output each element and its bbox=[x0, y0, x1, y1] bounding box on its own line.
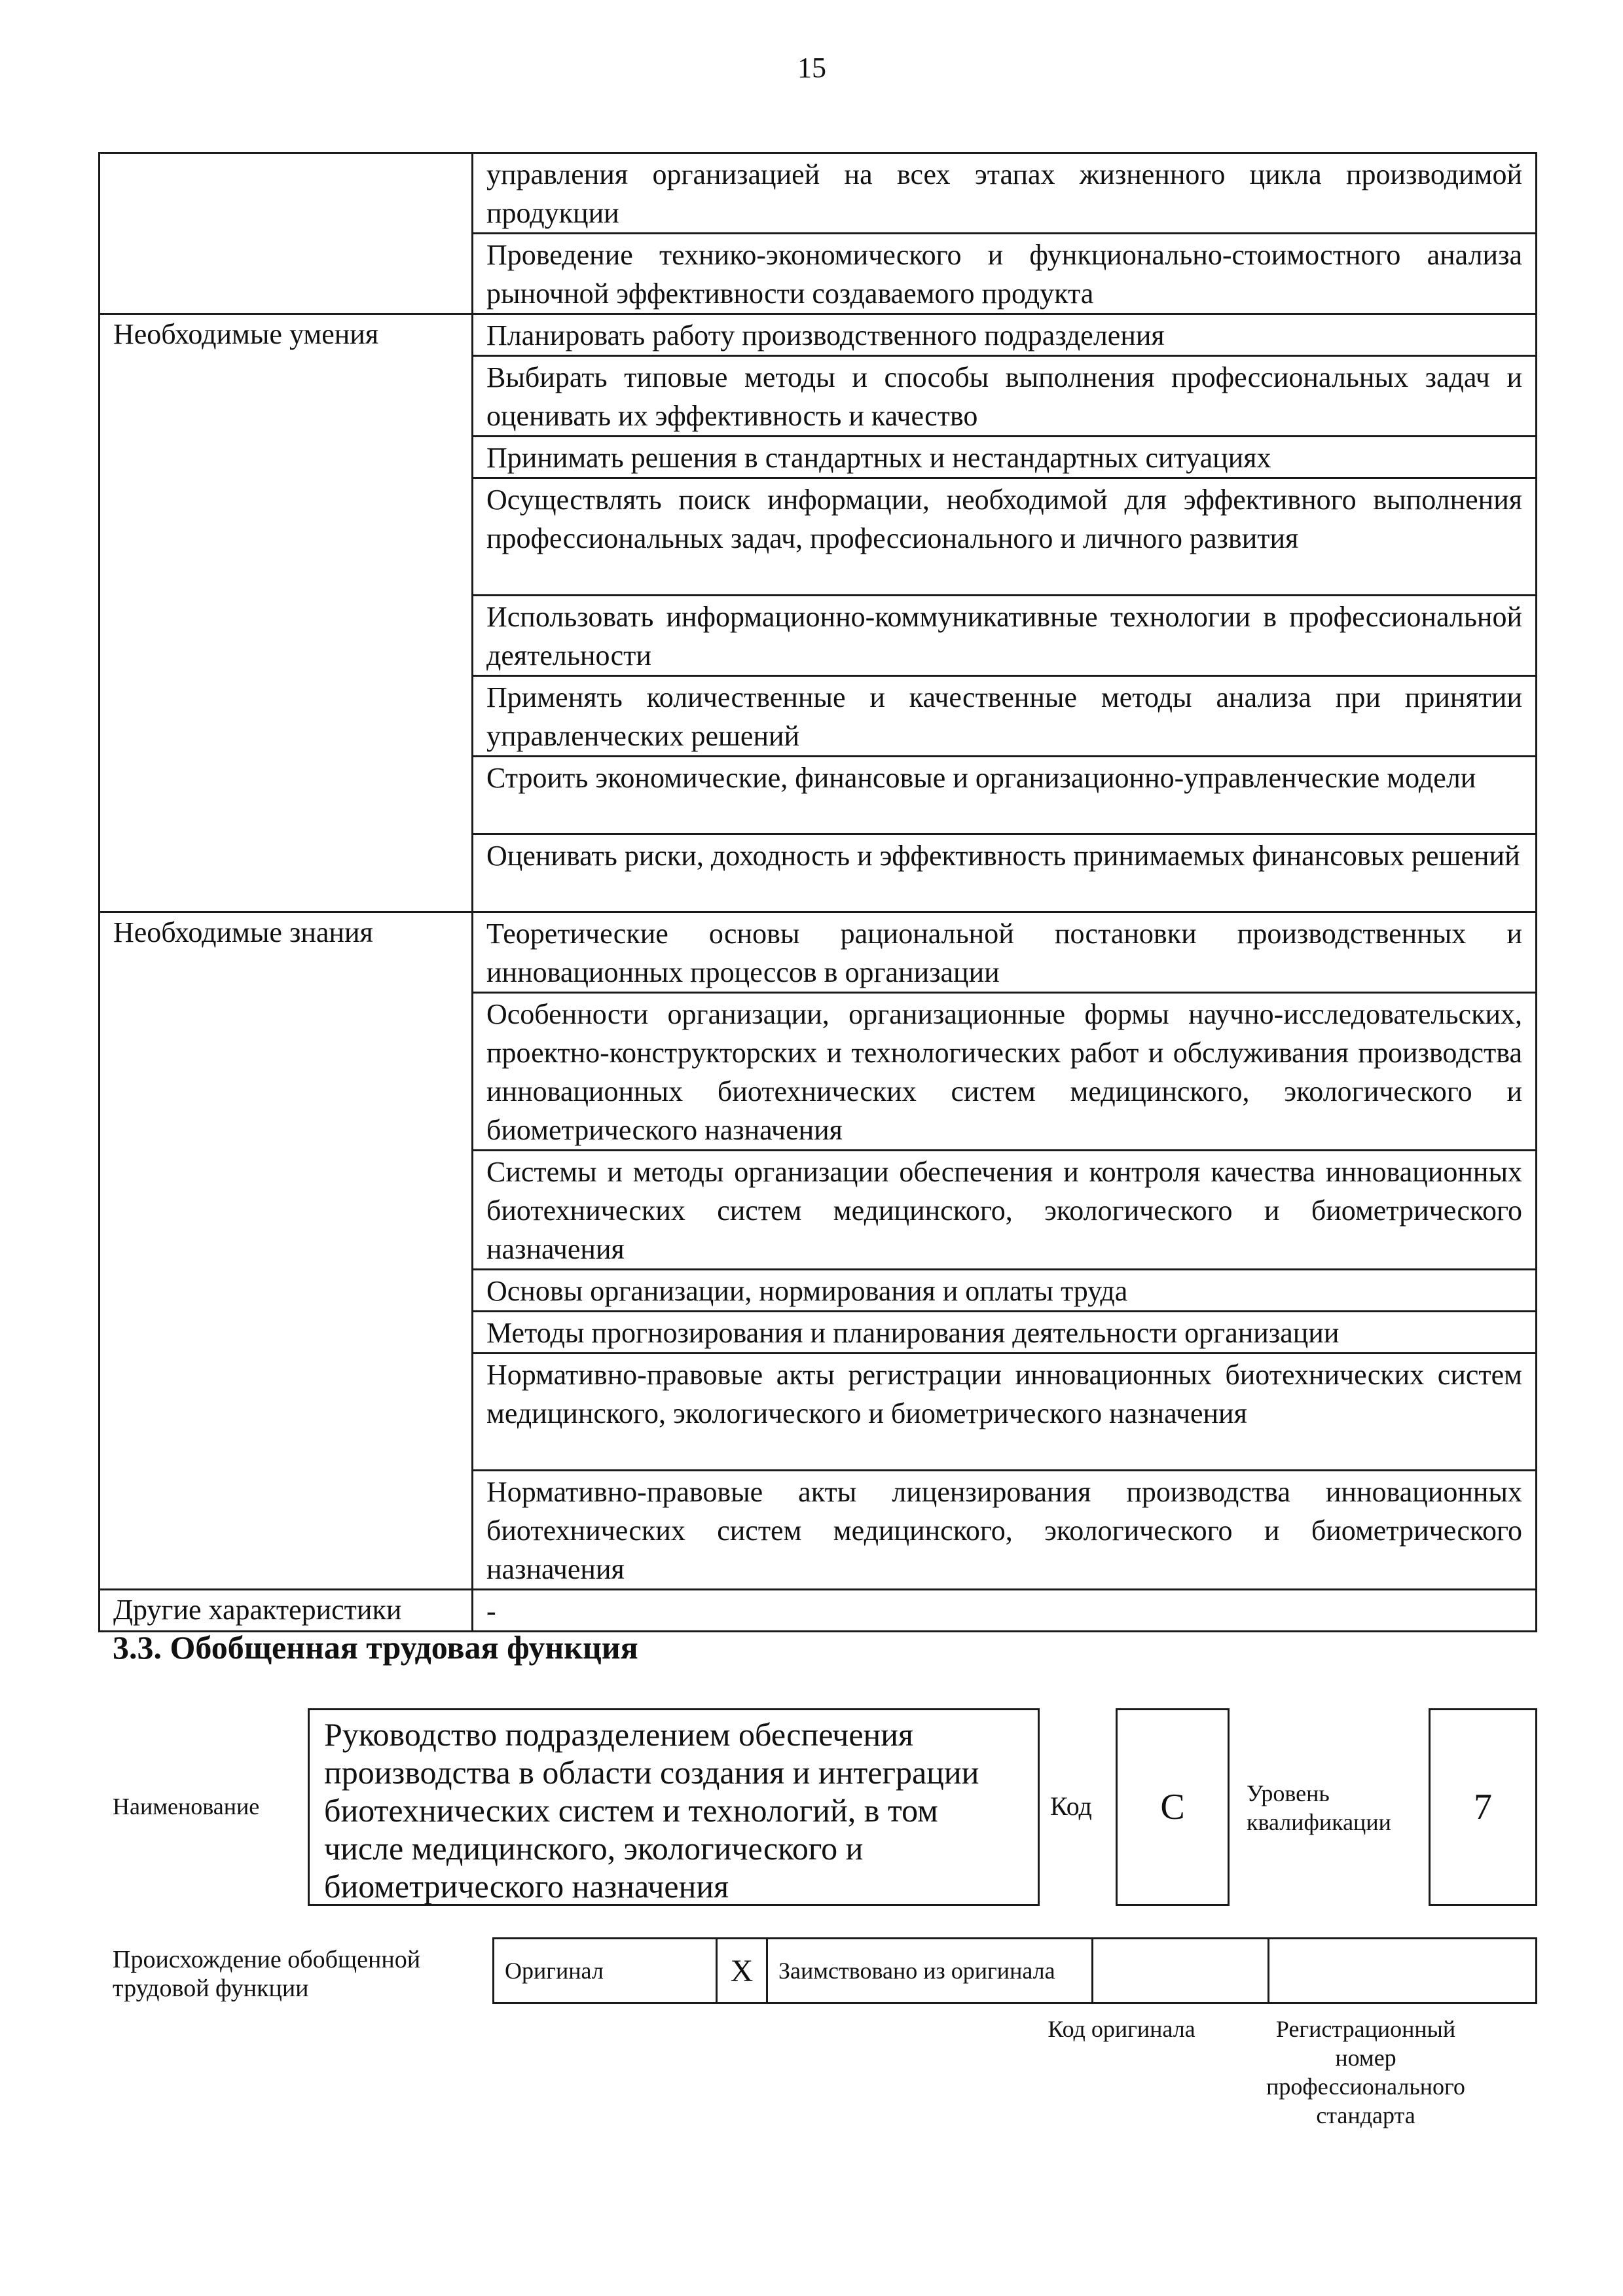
table-cell: Планировать работу производственного подразделения bbox=[473, 314, 1537, 356]
table-row bbox=[100, 912, 1537, 993]
table-cell: Строить экономические, финансовые и организационно-управленческие модели bbox=[473, 757, 1537, 834]
table-cell: Основы организации, нормирования и оплаты труда bbox=[473, 1270, 1537, 1312]
table-cell: Выбирать типовые методы и способы выполнения профессиональных задач и оценивать их эффективность и качество bbox=[473, 356, 1537, 437]
row-label bbox=[100, 153, 473, 314]
table-cell: - bbox=[473, 1590, 1537, 1632]
original-code-cell bbox=[1093, 1939, 1269, 2003]
code-value-box: C bbox=[1116, 1708, 1230, 1906]
original-mark: X bbox=[717, 1939, 767, 2003]
table-cell: Методы прогнозирования и планирования деятельности организации bbox=[473, 1312, 1537, 1354]
table-cell: Использовать информационно-коммуникативные технологии в профессиональной деятельности bbox=[473, 596, 1537, 676]
competency-table bbox=[98, 152, 1537, 1632]
code-label: Код bbox=[1050, 1791, 1092, 1821]
table-cell: Нормативно-правовые акты лицензирования производства инновационных биотехнических систем медицинского, экологического и биометрического назначения bbox=[473, 1471, 1537, 1590]
page-number: 15 bbox=[797, 52, 826, 84]
row-label-skills: Необходимые умения bbox=[100, 314, 473, 912]
table-cell: Принимать решения в стандартных и нестандартных ситуациях bbox=[473, 437, 1537, 478]
borrowed-label: Заимствовано из оригинала bbox=[767, 1939, 1093, 2003]
table-cell: Осуществлять поиск информации, необходимой для эффективного выполнения профессиональных задач, профессионального и личного развития bbox=[473, 478, 1537, 596]
table-cell: Особенности организации, организационные формы научно-исследовательских, проектно-конструкторских и технологических работ и обслуживания производства инновационных биотехнических систем медицинского, экологического и биометрического назначения bbox=[473, 993, 1537, 1151]
table-row bbox=[100, 314, 1537, 356]
caption-original-code: Код оригинала bbox=[1048, 2016, 1195, 2042]
table-cell: Нормативно-правовые акты регистрации инновационных биотехнических систем медицинского, экологического и биометрического назначения bbox=[473, 1354, 1537, 1471]
function-name-box: Руководство подразделением обеспечения производства в области создания и интеграции биотехнических систем и технологий, в том числе медицинского, экологического и биометрического назначения bbox=[308, 1708, 1040, 1906]
row-label-other: Другие характеристики bbox=[100, 1590, 473, 1632]
table-cell: Оценивать риски, доходность и эффективность принимаемых финансовых решений bbox=[473, 834, 1537, 912]
caption-registration-number: Регистрационный номер профессионального стандарта bbox=[1266, 2016, 1465, 2128]
table-row bbox=[100, 1590, 1537, 1632]
table-cell: Теоретические основы рациональной постановки производственных и инновационных процессов в организации bbox=[473, 912, 1537, 993]
level-value-box: 7 bbox=[1429, 1708, 1537, 1906]
level-label: Уровень квалификации bbox=[1247, 1780, 1391, 1835]
table-row bbox=[100, 153, 1537, 234]
origin-table bbox=[492, 1937, 1537, 2004]
original-label: Оригинал bbox=[494, 1939, 717, 2003]
table-cell: управления организацией на всех этапах жизненного цикла производимой продукции bbox=[473, 153, 1537, 234]
name-label: Наименование bbox=[113, 1793, 260, 1820]
section-title: 3.3. Обобщенная трудовая функция bbox=[113, 1629, 638, 1666]
table-cell: Системы и методы организации обеспечения и контроля качества инновационных биотехнических систем медицинского, экологического и биометрического назначения bbox=[473, 1151, 1537, 1270]
table-cell: Применять количественные и качественные методы анализа при принятии управленческих решений bbox=[473, 676, 1537, 757]
registration-number-cell bbox=[1269, 1939, 1537, 2003]
row-label-knowledge: Необходимые знания bbox=[100, 912, 473, 1590]
origin-label: Происхождение обобщенной трудовой функции bbox=[113, 1946, 421, 2002]
table-cell: Проведение технико-экономического и функционально-стоимостного анализа рыночной эффективности создаваемого продукта bbox=[473, 234, 1537, 314]
